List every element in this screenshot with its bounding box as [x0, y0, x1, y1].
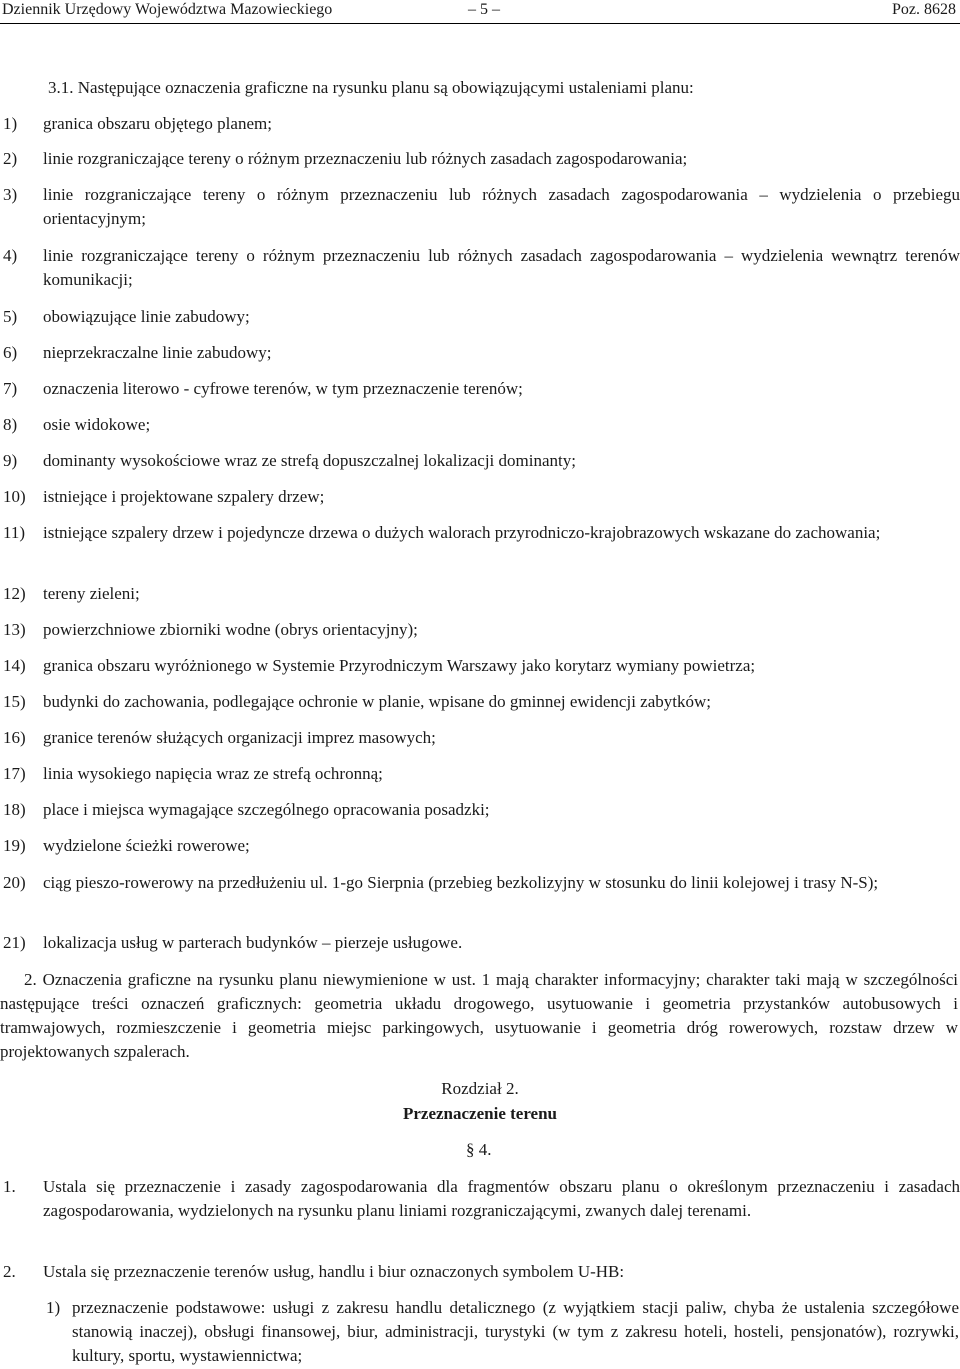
item-text: Ustala się przeznaczenie i zasady zagospodarowania dla fragmentów obszaru planu o określonym przeznaczeniu i zasadach zagospodarowania, wydzielonych na rysunku planu liniami rozgraniczającymi, zwanych dalej terenami.	[43, 1177, 960, 1220]
item-number: 16)	[3, 728, 26, 747]
item-text: granica obszaru objętego planem;	[43, 114, 272, 133]
item-number: 1.	[3, 1177, 16, 1196]
item-text: Ustala się przeznaczenie terenów usług, handlu i biur oznaczonych symbolem U-HB:	[43, 1262, 625, 1281]
section-3-1-intro: 3.1. Następujące oznaczenia graficzne na rysunku planu są obowiązującymi ustaleniami planu:	[48, 78, 694, 97]
page-number: – 5 –	[468, 1, 500, 18]
item-number: 5)	[3, 307, 18, 326]
journal-title: Dziennik Urzędowy Województwa Mazowieckiego	[2, 1, 333, 18]
position-number: Poz. 8628	[892, 1, 956, 18]
item-number: 17)	[3, 764, 26, 783]
item-number: 19)	[3, 836, 26, 855]
item-text: istniejące i projektowane szpalery drzew;	[43, 487, 325, 506]
item-number: 3)	[3, 185, 18, 204]
item-text: istniejące szpalery drzew i pojedyncze drzewa o dużych walorach przyrodniczo-krajobrazowych wskazane do zachowania;	[43, 523, 881, 542]
chapter-title: Przeznaczenie terenu	[402, 1104, 558, 1123]
item-number: 2)	[3, 149, 18, 168]
item-text: lokalizacja usług w parterach budynków – pierzeje usługowe.	[43, 933, 463, 952]
item-number: 9)	[3, 451, 18, 470]
item-text: przeznaczenie podstawowe: usługi z zakresu handlu detalicznego (z wyjątkiem stacji paliw, chyba że ustalenia szczegółowe stanowią inaczej), obsługi finansowej, biur, administracji, turystyki (w tym z zakresu hoteli, hosteli, pensjonatów), rozrywki, kultury, sportu, wystawiennictwa;	[72, 1298, 959, 1365]
item-number: 15)	[3, 692, 26, 711]
item-text: oznaczenia literowo - cyfrowe terenów, w tym przeznaczenie terenów;	[43, 379, 523, 398]
item-number: 1)	[46, 1298, 61, 1317]
item-text: granice terenów służących organizacji imprez masowych;	[43, 728, 436, 747]
item-number: 21)	[3, 933, 26, 952]
item-text: place i miejsca wymagające szczególnego opracowania posadzki;	[43, 800, 490, 819]
item-number: 18)	[3, 800, 26, 819]
item-text: wydzielone ścieżki rowerowe;	[43, 836, 250, 855]
item-text: tereny zieleni;	[43, 584, 140, 603]
item-number: 14)	[3, 656, 26, 675]
item-text: linie rozgraniczające tereny o różnym przeznaczeniu lub różnych zasadach zagospodarowania – wydzielenia wewnątrz terenów komunikacji;	[43, 246, 960, 289]
item-text: powierzchniowe zbiorniki wodne (obrys orientacyjny);	[43, 620, 418, 639]
item-number: 1)	[3, 114, 18, 133]
item-text: granica obszaru wyróżnionego w Systemie Przyrodniczym Warszawy jako korytarz wymiany powietrza;	[43, 656, 756, 675]
item-number: 8)	[3, 415, 18, 434]
item-number: 13)	[3, 620, 26, 639]
item-text: linie rozgraniczające tereny o różnym przeznaczeniu lub różnych zasadach zagospodarowania;	[43, 149, 688, 168]
item-number: 2.	[3, 1262, 16, 1281]
item-text: linie rozgraniczające tereny o różnym przeznaczeniu lub różnych zasadach zagospodarowania – wydzielenia o przebiegu orientacyjnym;	[43, 185, 960, 228]
chapter-label: Rozdział 2.	[441, 1079, 519, 1098]
paragraph-sign: § 4.	[466, 1140, 492, 1159]
item-number: 4)	[3, 246, 18, 265]
point-2-paragraph: 2. Oznaczenia graficzne na rysunku planu niewymienione w ust. 1 mają charakter informacyjny; charakter taki mają w szczególności następujące treści oznaczeń graficznych: geometria układu drogowego, usytuowanie i geometria przystanków autobusowych i tramwajowych, rozmieszczenie i geometria miejsc parkingowych, usytuowanie i geometria dróg rowerowych, rozstaw drzew w projektowanych szpalerach.	[0, 970, 958, 1061]
item-text: linia wysokiego napięcia wraz ze strefą ochronną;	[43, 764, 383, 783]
item-text: budynki do zachowania, podlegające ochronie w planie, wpisane do gminnej ewidencji zabytków;	[43, 692, 711, 711]
item-text: ciąg pieszo-rowerowy na przedłużeniu ul. 1-go Sierpnia (przebieg bezkolizyjny w stosunku do linii kolejowej i trasy N-S);	[43, 873, 879, 892]
page-header	[0, 0, 960, 24]
item-text: obowiązujące linie zabudowy;	[43, 307, 250, 326]
item-number: 10)	[3, 487, 26, 506]
item-number: 7)	[3, 379, 18, 398]
item-number: 20)	[3, 873, 26, 892]
item-number: 12)	[3, 584, 26, 603]
item-text: osie widokowe;	[43, 415, 151, 434]
item-text: dominanty wysokościowe wraz ze strefą dopuszczalnej lokalizacji dominanty;	[43, 451, 576, 470]
header-rule	[0, 23, 960, 24]
item-number: 11)	[3, 523, 26, 542]
item-number: 6)	[3, 343, 18, 362]
item-text: nieprzekraczalne linie zabudowy;	[43, 343, 272, 362]
